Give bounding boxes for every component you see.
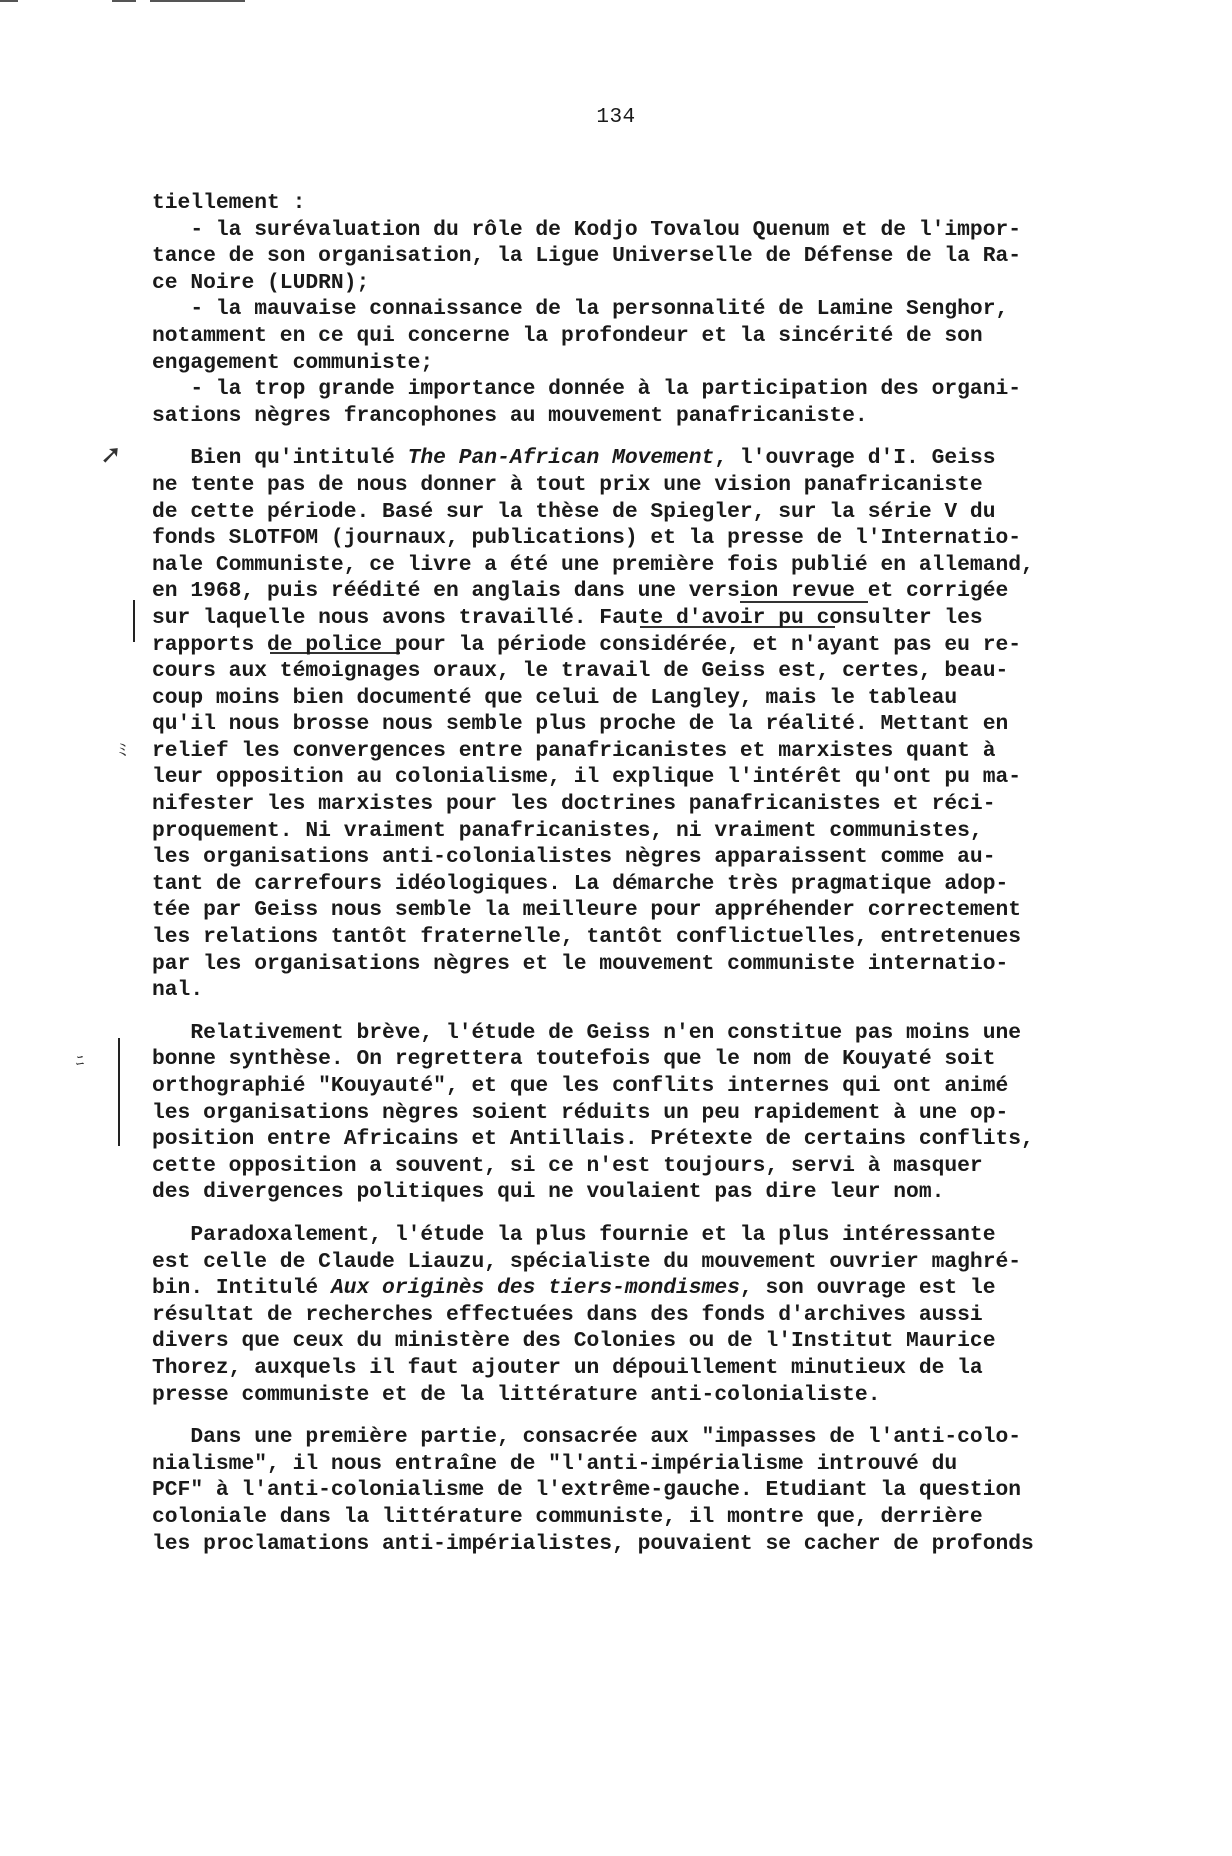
text-line: Paradoxalement, l'étude la plus fournie et la plus intéressante [152, 1222, 996, 1247]
text-line: qu'il nous brosse nous semble plus proche de la réalité. Mettant en [152, 712, 1009, 737]
text-line: nale Communiste, ce livre a été une première fois publié en allemand, [152, 552, 1034, 577]
text-line: nifester les marxistes pour les doctrines panafricanistes et réci- [152, 792, 996, 817]
text-line: sur laquelle nous avons travaillé. Faute d'avoir pu consulter les [152, 605, 983, 630]
text-line: fonds SLOTFOM (journaux, publications) et la presse de l'Internatio- [152, 526, 1022, 551]
text-line: par les organisations nègres et le mouvement communiste internatio- [152, 951, 1009, 976]
text-line: cette opposition a souvent, si ce n'est toujours, servi à masquer [152, 1153, 983, 1178]
text-line: des divergences politiques qui ne voulaient pas dire leur nom. [152, 1180, 945, 1205]
text-line: proquement. Ni vraiment panafricanistes, ni vraiment communistes, [152, 818, 983, 843]
text-line: engagement communiste; [152, 350, 434, 375]
text-line: les relations tantôt fraternelle, tantôt conflictuelles, entretenues [152, 925, 1022, 950]
margin-scribble-mark: ﾐ [118, 740, 127, 761]
paragraph-3 [152, 1020, 1082, 1206]
text-line: coup moins bien documenté que celui de Langley, mais le tableau [152, 685, 958, 710]
text-line: tance de son organisation, la Ligue Universelle de Défense de la Ra- [152, 244, 1022, 269]
page-number: 134 [596, 106, 636, 129]
text-line: est celle de Claude Liauzu, spécialiste du mouvement ouvrier maghré- [152, 1249, 1022, 1274]
text-line: divers que ceux du ministère des Colonies ou de l'Institut Maurice [152, 1329, 996, 1354]
text-line: relief les convergences entre panafricanistes et marxistes quant à [152, 738, 996, 763]
text-run: , l'ouvrage d'I. Geiss [714, 446, 996, 471]
text-line: tée par Geiss nous semble la meilleure pour appréhender correctement [152, 898, 1022, 923]
top-scan-rule [0, 0, 250, 4]
paragraph-5 [152, 1424, 1082, 1557]
text-line: - la surévaluation du rôle de Kodjo Tovalou Quenum et de l'impor- [152, 217, 1022, 242]
book-title: Aux originès des tiers-mondismes [330, 1276, 740, 1301]
paragraph-2 [152, 445, 1082, 1003]
text-line: nal. [152, 978, 204, 1003]
margin-bracket-line [133, 600, 135, 642]
text-line: en 1968, puis réédité en anglais dans une version revue et corrigée [152, 579, 1009, 604]
body-text [152, 190, 1082, 1573]
text-line: position entre Africains et Antillais. Prétexte de certains conflits, [152, 1127, 1034, 1152]
margin-scribble-mark-2: ﾆ [76, 1051, 85, 1070]
text-line: de cette période. Basé sur la thèse de Spiegler, sur la série V du [152, 499, 996, 524]
text-line: tiellement : [152, 191, 306, 215]
text-line: les organisations nègres soient réduits un peu rapidement à une op- [152, 1100, 1009, 1125]
text-line: les organisations anti-colonialistes nègres apparaissent comme au- [152, 845, 996, 870]
text-line: leur opposition au colonialisme, il explique l'intérêt qu'ont pu ma- [152, 765, 1022, 790]
text-line: presse communiste et de la littérature anti-colonialiste. [152, 1382, 881, 1407]
text-line: PCF" à l'anti-colonialisme de l'extrême-gauche. Etudiant la question [152, 1478, 1022, 1503]
text-line: coloniale dans la littérature communiste, il montre que, derrière [152, 1504, 983, 1529]
text-line: orthographié "Kouyauté", et que les conflits internes qui ont animé [152, 1074, 1009, 1098]
paragraph-4 [152, 1222, 1082, 1408]
text-line: Thorez, auxquels il faut ajouter un dépouillement minutieux de la [152, 1355, 983, 1380]
paragraph-1 [152, 190, 1082, 429]
text-line: ce Noire (LUDRN); [152, 270, 370, 295]
text-line: cours aux témoignages oraux, le travail de Geiss est, certes, beau- [152, 659, 1009, 684]
text-line [152, 445, 1082, 472]
text-line: bonne synthèse. On regrettera toutefois que le nom de Kouyaté soit [152, 1047, 996, 1072]
text-line: les proclamations anti-impérialistes, pouvaient se cacher de profonds [152, 1531, 1034, 1556]
margin-arrow-mark: ➚ [100, 440, 122, 470]
text-line: Relativement brève, l'étude de Geiss n'en constitue pas moins une [152, 1020, 1022, 1045]
text-line: résultat de recherches effectuées dans des fonds d'archives aussi [152, 1302, 983, 1327]
text-line [152, 1275, 1082, 1302]
text-line: tant de carrefours idéologiques. La démarche très pragmatique adop- [152, 871, 1009, 896]
margin-bracket-line-2 [118, 1038, 120, 1146]
text-line: notamment en ce qui concerne la profondeur et la sincérité de son [152, 323, 983, 348]
text-run: bin. Intitulé [152, 1276, 331, 1301]
text-run: , son ouvrage est le [739, 1276, 996, 1301]
text-line: sations nègres francophones au mouvement panafricaniste. [152, 403, 868, 428]
text-line: rapports de police pour la période considérée, et n'ayant pas eu re- [152, 632, 1022, 657]
text-line: - la mauvaise connaissance de la personnalité de Lamine Senghor, [152, 297, 1009, 322]
text-line: nialisme", il nous entraîne de "l'anti-impérialisme introuvé du [152, 1451, 958, 1476]
text-line: Dans une première partie, consacrée aux "impasses de l'anti-colo- [152, 1425, 1022, 1450]
book-title: The Pan-African Movement [407, 446, 715, 471]
text-run: Bien qu'intitulé [152, 446, 408, 471]
text-line: ne tente pas de nous donner à tout prix une vision panafricaniste [152, 472, 983, 497]
text-line: - la trop grande importance donnée à la participation des organi- [152, 377, 1022, 402]
